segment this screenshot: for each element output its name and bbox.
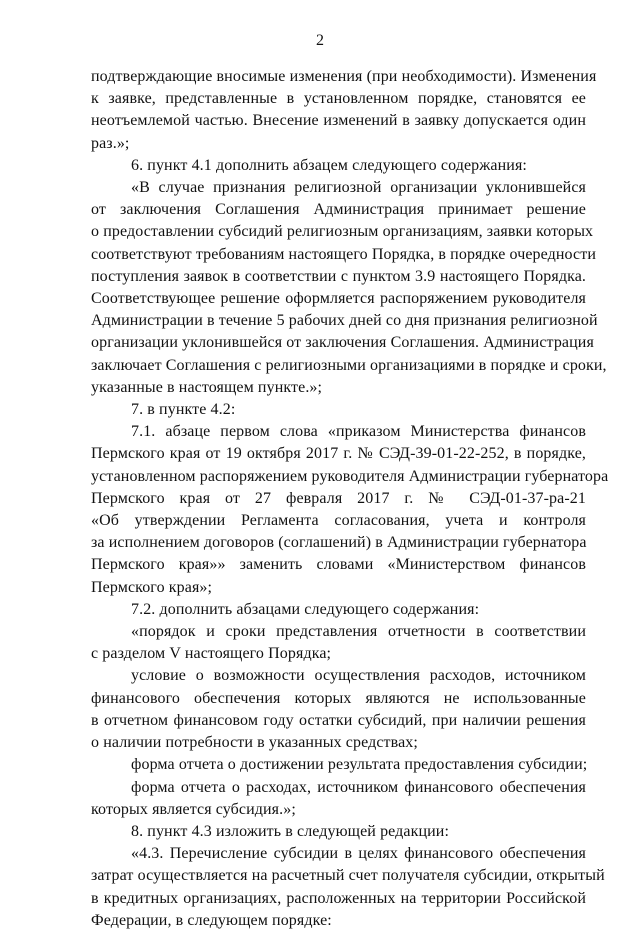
text-line: раз.»; (91, 134, 130, 152)
text-line: Федерации, в следующем порядке: (91, 911, 332, 929)
text-line: от заключения Соглашения Администрация принимает решение (91, 201, 586, 219)
text-line: «Об утверждении Регламента согласования, учета и контроля (91, 512, 586, 530)
text-line: финансового обеспечения которых являются не использованные (91, 689, 586, 707)
text-line: 7.1. абзаце первом слова «приказом Министерства финансов (131, 423, 586, 441)
text-line: с разделом V настоящего Порядка; (91, 645, 332, 663)
text-line: 8. пункт 4.3 изложить в следующей редакции: (131, 822, 450, 840)
text-line: 7.2. дополнить абзацами следующего содержания: (131, 600, 480, 618)
text-line: 6. пункт 4.1 дополнить абзацем следующего содержания: (131, 156, 527, 174)
text-line: «порядок и сроки представления отчетности в соответствии (131, 623, 586, 641)
text-line: о предоставлении субсидий религиозным организациям, заявки которых (91, 223, 594, 241)
text-line: к заявке, представленные в установленном порядке, становятся ее (91, 90, 586, 108)
text-line: поступления заявок в соответствии с пунктом 3.9 настоящего Порядка. (91, 267, 586, 285)
text-line: которых является субсидия.»; (91, 800, 296, 818)
text-line: в отчетном финансовом году остатки субсидий, при наличии решения (91, 711, 586, 729)
page-number: 2 (316, 32, 324, 49)
text-line: Соответствующее решение оформляется распоряжением руководителя (91, 290, 586, 308)
text-line: Пермского края»» заменить словами «Министерством финансов (91, 556, 586, 574)
text-line: Администрации в течение 5 рабочих дней со дня признания религиозной (91, 312, 598, 330)
text-line: Пермского края от 27 февраля 2017 г. № СЭД-01-37-ра-21 (91, 489, 586, 507)
text-line: 7. в пункте 4.2: (131, 401, 236, 419)
text-line: организации уклонившейся от заключения Соглашения. Администрация (91, 334, 594, 352)
text-line: форма отчета о расходах, источником финансового обеспечения (131, 778, 586, 796)
text-line: в кредитных организациях, расположенных на территории Российской (91, 889, 586, 907)
text-line: «В случае признания религиозной организации уклонившейся (131, 179, 586, 197)
text-line: за исполнением договоров (соглашений) в Администрации губернатора (91, 534, 587, 552)
text-line: Пермского края от 19 октября 2017 г. № СЭД-39-01-22-252, в порядке, (91, 445, 586, 463)
text-line: условие о возможности осуществления расходов, источником (131, 667, 586, 685)
text-line: о наличии потребности в указанных средствах; (91, 734, 418, 752)
text-line: соответствуют требованиям настоящего Порядка, в порядке очередности (91, 245, 597, 263)
text-line: форма отчета о достижении результата предоставления субсидии; (131, 756, 588, 774)
text-line: «4.3. Перечисление субсидии в целях финансового обеспечения (131, 845, 586, 863)
text-line: Пермского края»; (91, 578, 213, 596)
text-line: подтверждающие вносимые изменения (при необходимости). Изменения (91, 68, 597, 85)
text-line: указанные в настоящем пункте.»; (91, 378, 323, 396)
text-line: заключает Соглашения с религиозными организациями в порядке и сроки, (91, 356, 607, 374)
text-line: затрат осуществляется на расчетный счет получателя субсидии, открытый (91, 867, 605, 885)
text-line: установленном распоряжением руководителя Администрации губернатора (91, 467, 609, 485)
document-body (91, 66, 609, 932)
text-line: неотъемлемой частью. Внесение изменений в заявку допускается один (91, 112, 586, 130)
